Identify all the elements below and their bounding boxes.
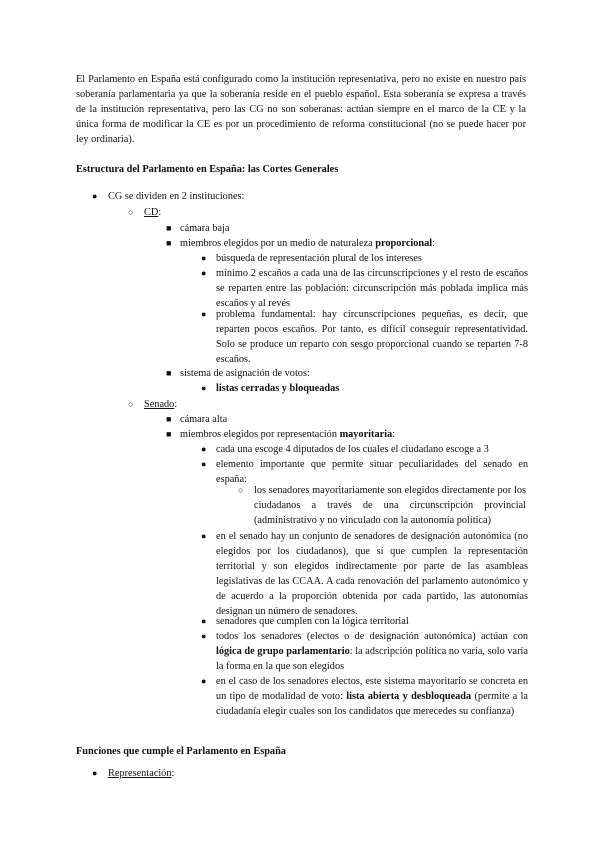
bullet-disc-icon: ● [201,383,207,393]
bullet-square-icon: ■ [166,238,172,248]
bullet-disc-icon: ● [201,459,207,469]
senado-electos [216,674,528,719]
senado-electos-rest: (permite a la ciudadanía elegir cuales son los candidatos que merecedes su confianza) [216,691,528,717]
senado-label: Senado [144,399,175,410]
senado-conjunto: en el senado hay un conjunto de senadores de designación autonómica (no elegidos por los ciudadanos), que sí que cumplen la representación territorial y son elegidos indirectamente por parte de las asambleas legislativas de las CCAA. A cada renovación del parlamento autonómico y de acuerdo a la proporción obtenida por cada partido, las autonomías designan un número de senadores. [216,531,528,617]
cd-sistema: sistema de asignación de votos: [180,368,310,379]
bullet-square-icon: ■ [166,368,172,378]
senado-electos-bold: lista abierta y desbloqueada [346,691,472,702]
bullet-disc-icon: ● [201,616,207,626]
senado-mayoritariamente: los senadores mayoritariamente son elegidos directamente por los ciudadanos a través de una circunscripción provincial (administrativo y no vinculado con la autonomía política) [254,485,526,526]
section-title-funciones: Funciones que cumple el Parlamento en España [76,746,286,757]
senado-item [144,397,524,412]
senado-electos-text: en el caso de los senadores electos, este sistema mayoritario se concreta en un tipo de modalidad de voto: [216,676,528,702]
senado-todos-bold: lógica de grupo parlamentario [216,646,350,657]
senado-elemento: elemento importante que permite situar peculiaridades del senado en españa: [216,459,528,485]
bullet-square-icon: ■ [166,429,172,439]
cd-miembros-colon: : [432,238,436,249]
senado-camara-alta: cámara alta [180,414,228,425]
bullet-circle-icon: ○ [238,485,244,495]
representacion-item [108,766,528,781]
senado-todos-text: todos los senadores (electos o de designación autonómica) actúan con [216,631,528,642]
bullet-disc-icon: ● [201,253,207,263]
senado-todos-rest: : la adscripción política no varía, solo varía la forma en la que son elegidos [216,646,528,672]
cd-camara-baja: cámara baja [180,223,230,234]
bullet-disc-icon: ● [201,631,207,641]
bullet-disc-icon: ● [92,768,98,778]
cd-miembros-bold: proporcional [375,238,433,249]
bullet-disc-icon: ● [201,531,207,541]
cd-problema: problema fundamental: hay circunscripciones pequeñas, es decir, que reparten pocos escaños. Por tanto, es difícil conseguir representatividad. Solo se produce un reparto con sesgo proporcional cuando se reparten 7-8 escaños. [216,309,528,365]
intro-paragraph: El Parlamento en España está configurado como la institución representativa, pero no existe en nuestro país soberanía parlamentaria ya que la soberanía reside en el pueblo español. Esta soberanía se expresa a través de la institución representativa, pero las CG no son soberanas: actúan siempre en el marco de la CE y la única forma de modificar la CE es por un procedimiento de reforma constitucional (no se puede hacer por ley ordinaria). [76,74,526,145]
senado-miembros [180,427,526,442]
bullet-disc-icon: ● [201,309,207,319]
senado-todos [216,629,528,674]
cd-item [144,205,524,220]
cd-busqueda: búsqueda de representación plural de los intereses [216,253,422,264]
cd-colon: : [158,207,162,218]
bullet-square-icon: ■ [166,223,172,233]
cd-listas: listas cerradas y bloqueadas [216,383,340,394]
cd-label: CD [144,207,159,218]
representacion-colon: : [171,768,175,779]
senado-miembros-bold: mayoritaria [339,429,393,440]
bullet-disc-icon: ● [201,268,207,278]
bullet-disc-icon: ● [201,676,207,686]
bullet-circle-icon: ○ [128,207,134,217]
bullet-square-icon: ■ [166,414,172,424]
senado-logica-territorial: senadores que cumplen con la lógica territorial [216,616,409,627]
bullet-disc-icon: ● [92,191,98,201]
bullet-circle-icon: ○ [128,399,134,409]
senado-colon: : [174,399,178,410]
bullet-disc-icon: ● [201,444,207,454]
senado-miembros-colon: : [392,429,396,440]
cg-divide-item: CG se dividen en 2 instituciones: [108,191,245,202]
cd-minimo: mínimo 2 escaños a cada una de las circunscripciones y el resto de escaños se reparten entre las población: circunscripción más poblada implica más escaños y al revés [216,268,528,309]
section-title-estructura: Estructura del Parlamento en España: las Cortes Generales [76,164,339,175]
senado-miembros-text: miembros elegidos por representación [180,429,340,440]
representacion-label: Representación [108,768,172,779]
cd-miembros-text: miembros elegidos por un medio de naturaleza [180,238,376,249]
senado-cada: cada una escoge 4 diputados de los cuales el ciudadano escoge a 3 [216,444,489,455]
cd-miembros [180,236,526,251]
